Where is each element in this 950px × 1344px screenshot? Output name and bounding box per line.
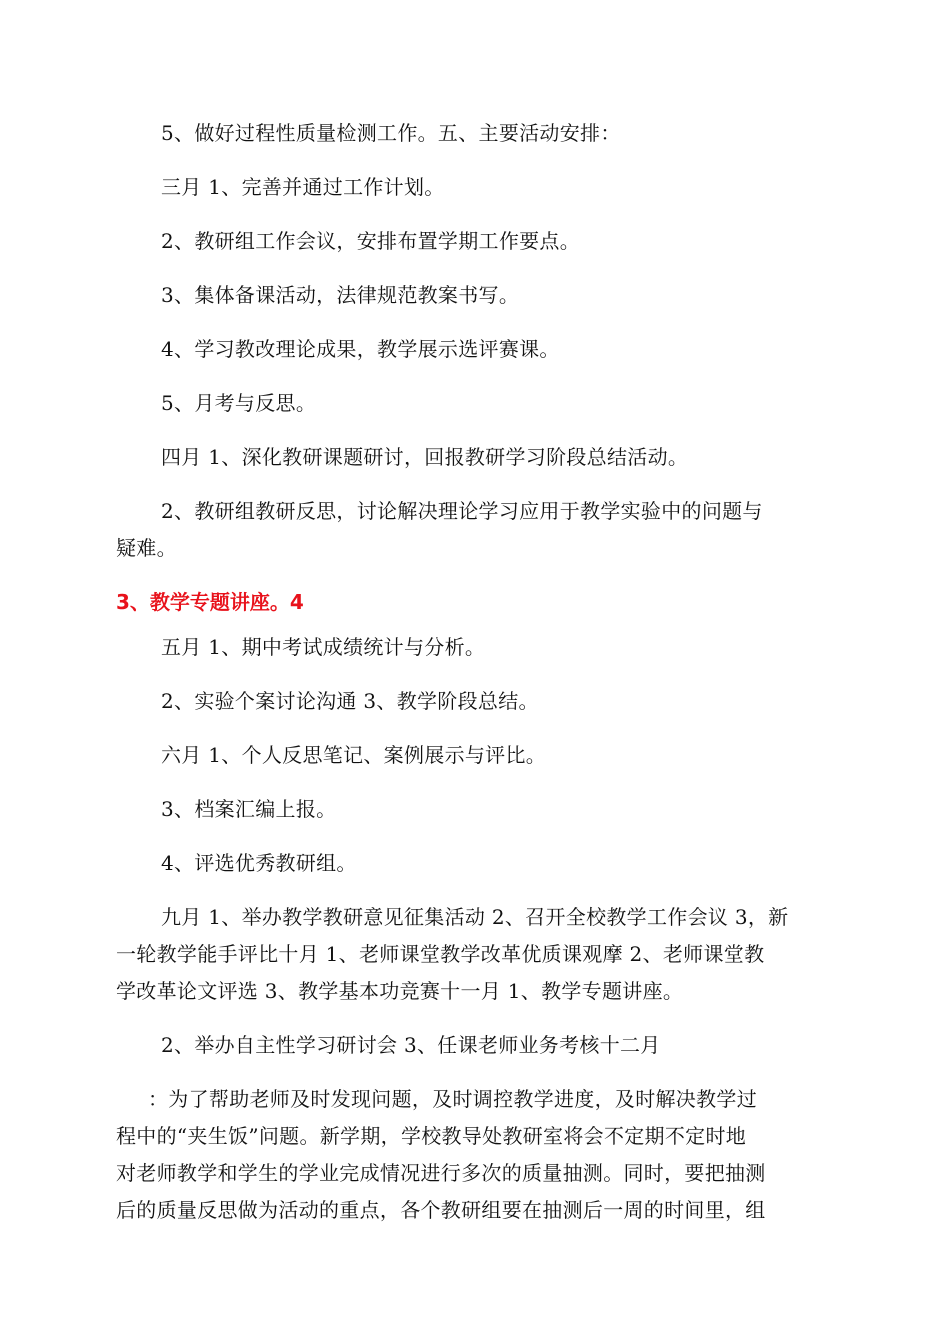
text-line: 程中的“夹生饭”问题。新学期，学校教导处教研室将会不定期不定时地 [116, 1124, 747, 1148]
text-line: 2、实验个案讨论沟通 3、教学阶段总结。 [161, 689, 539, 713]
text-line: 后的质量反思做为活动的重点，各个教研组要在抽测后一周的时间里，组 [116, 1198, 766, 1222]
text-line: 5、做好过程性质量检测工作。五、主要活动安排： [161, 121, 621, 145]
text-line: 疑难。 [116, 536, 177, 560]
text-line: 九月 1、举办教学教研意见征集活动 2、召开全校教学工作会议 3，新 [161, 905, 789, 929]
text-line: 3、集体备课活动，法律规范教案书写。 [161, 283, 520, 307]
text-line: 学改革论文评选 3、教学基本功竞赛十一月 1、教学专题讲座。 [116, 979, 684, 1003]
section-heading: 3、教学专题讲座。4 [116, 590, 304, 614]
text-line: 一轮教学能手评比十月 1、老师课堂教学改革优质课观摩 2、老师课堂教 [116, 942, 765, 966]
text-line: 三月 1、完善并通过工作计划。 [161, 175, 445, 199]
text-line: 4、评选优秀教研组。 [161, 851, 357, 875]
text-line: 五月 1、期中考试成绩统计与分析。 [161, 635, 486, 659]
text-line: 5、月考与反思。 [161, 391, 317, 415]
text-line: 2、教研组教研反思，讨论解决理论学习应用于教学实验中的问题与 [161, 499, 763, 523]
text-line: 4、学习教改理论成果，教学展示选评赛课。 [161, 337, 560, 361]
text-line: 2、举办自主性学习研讨会 3、任课老师业务考核十二月 [161, 1033, 661, 1057]
text-line: 2、教研组工作会议，安排布置学期工作要点。 [161, 229, 581, 253]
text-line: 四月 1、深化教研课题研讨，回报教研学习阶段总结活动。 [161, 445, 689, 469]
text-line: 六月 1、个人反思笔记、案例展示与评比。 [161, 743, 547, 767]
text-line: 3、档案汇编上报。 [161, 797, 337, 821]
text-line: ：为了帮助老师及时发现问题，及时调控教学进度，及时解决教学过 [148, 1087, 757, 1111]
text-line: 对老师教学和学生的学业完成情况进行多次的质量抽测。同时，要把抽测 [116, 1161, 766, 1185]
